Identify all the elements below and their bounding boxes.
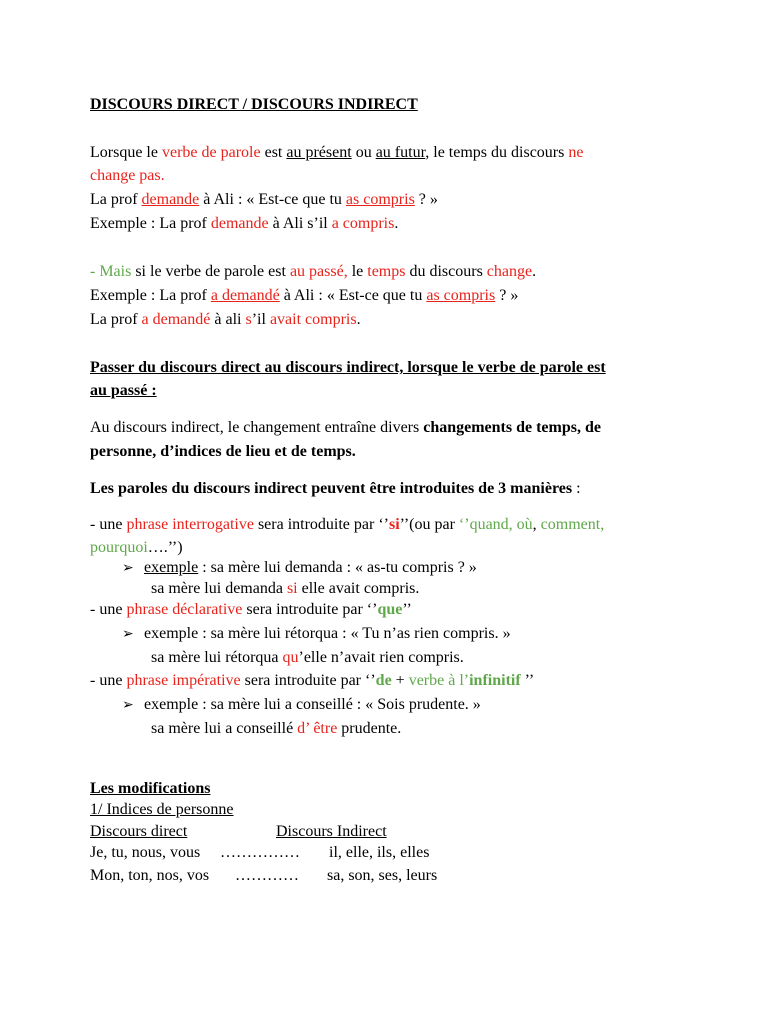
interrogative-example-2: sa mère lui demanda si elle avait compris.: [151, 580, 420, 597]
imperative-example-2: sa mère lui a conseillé d’ être prudente.: [151, 720, 402, 737]
modifications-heading: Les modifications: [90, 780, 211, 797]
arrow-bullet-icon: ➢: [122, 627, 134, 642]
present-example-sentence: Exemple : La prof demande à Ali s’il a compris.: [90, 215, 399, 232]
section-heading-line-2: au passé :: [90, 382, 157, 399]
intro-paragraph-line-1: Au discours indirect, le changement entraîne divers changements de temps, de: [90, 419, 601, 436]
row-indirect: sa, son, ses, leurs: [327, 867, 438, 884]
row-dots: ……………: [220, 844, 300, 861]
past-indirect-sentence: La prof a demandé à ali s’il avait compris.: [90, 311, 361, 328]
declarative-example-2: sa mère lui rétorqua qu’elle n’avait rien compris.: [151, 649, 464, 666]
declarative-rule: - une phrase déclarative sera introduite par ‘’que’’: [90, 601, 412, 618]
page-title: DISCOURS DIRECT / DISCOURS INDIRECT: [90, 96, 418, 113]
intro-paragraph-line-2: personne, d’indices de lieu et de temps.: [90, 443, 356, 460]
present-direct-sentence: La prof demande à Ali : « Est-ce que tu as compris ? »: [90, 191, 438, 208]
manners-intro: Les paroles du discours indirect peuvent être introduites de 3 manières :: [90, 480, 581, 497]
arrow-bullet-icon: ➢: [122, 698, 134, 713]
interrogative-rule-line-1: - une phrase interrogative sera introduite par ‘’si’’(ou par ‘’quand, où, comment,: [90, 516, 605, 533]
imperative-rule: - une phrase impérative sera introduite par ‘’de + verbe à l’infinitif ’’: [90, 672, 535, 689]
declarative-example-1: ➢ exemple : sa mère lui rétorqua : « Tu n’as rien compris. »: [122, 624, 511, 645]
modifications-subheading: 1/ Indices de personne: [90, 801, 234, 818]
past-example-sentence: Exemple : La prof a demandé à Ali : « Est-ce que tu as compris ? »: [90, 287, 519, 304]
interrogative-example-1: ➢ exemple : sa mère lui demanda : « as-tu compris ? »: [122, 558, 477, 579]
column-header-indirect: Discours Indirect: [276, 823, 387, 840]
rule-past-line: - Mais si le verbe de parole est au passé, le temps du discours change.: [90, 263, 537, 280]
row-dots: …………: [235, 867, 299, 884]
interrogative-rule-line-2: pourquoi….’’): [90, 539, 183, 556]
rule-present-line-2: change pas.: [90, 167, 165, 184]
imperative-example-1: ➢ exemple : sa mère lui a conseillé : « Sois prudente. »: [122, 695, 481, 716]
row-indirect: il, elle, ils, elles: [329, 844, 430, 861]
arrow-bullet-icon: ➢: [122, 561, 134, 576]
table-row: Je, tu, nous, vous: [90, 844, 201, 861]
column-header-direct: Discours direct: [90, 823, 188, 840]
rule-present-line-1: Lorsque le verbe de parole est au présent ou au futur, le temps du discours ne: [90, 144, 584, 161]
table-row: Mon, ton, nos, vos: [90, 867, 210, 884]
section-heading-line-1: Passer du discours direct au discours indirect, lorsque le verbe de parole est: [90, 359, 606, 376]
